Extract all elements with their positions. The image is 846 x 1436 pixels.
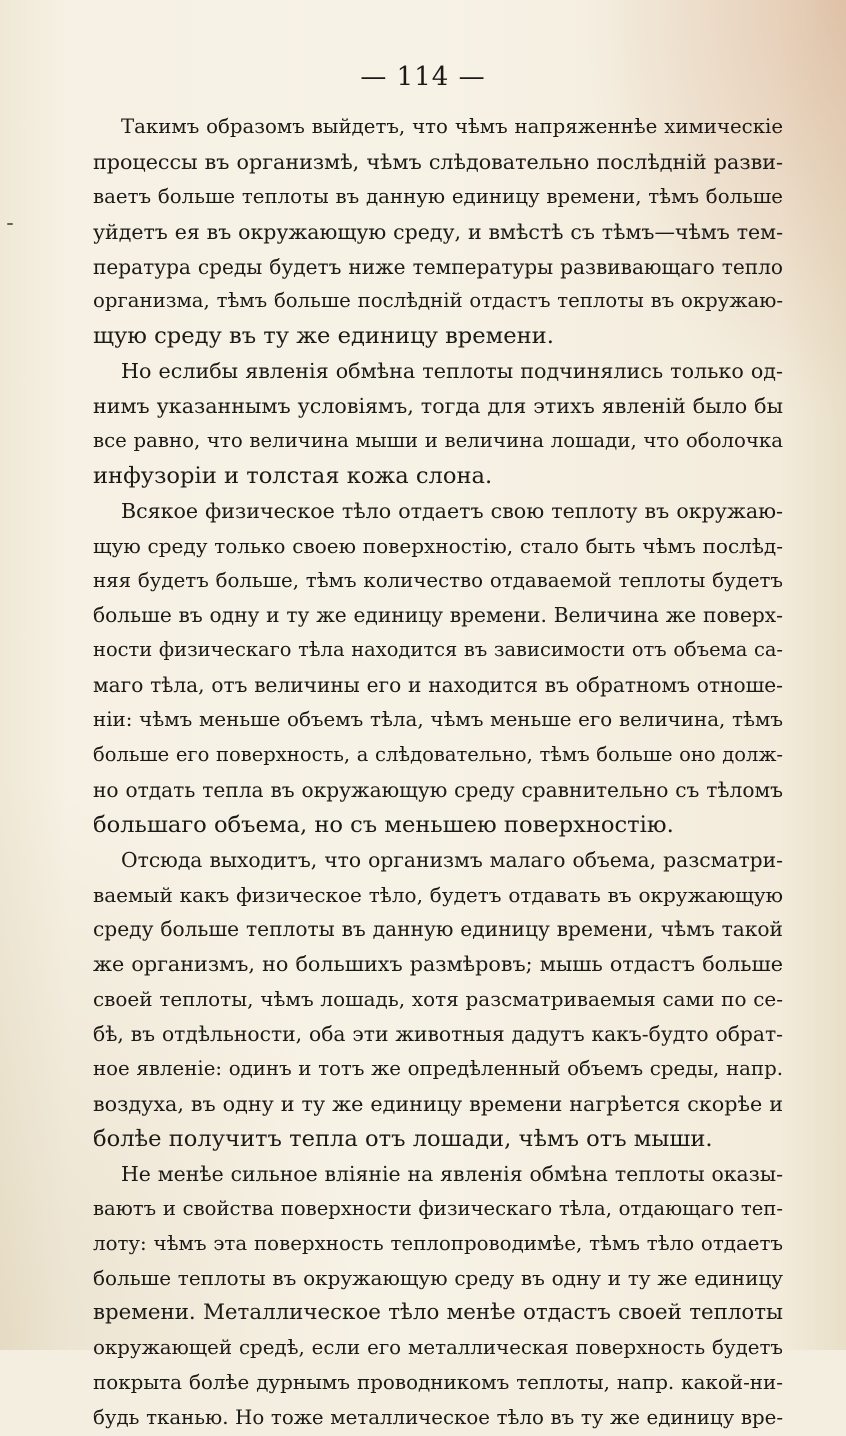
text-line: ваютъ и свойства поверхности физическаго тѣла, отдающаго теп- xyxy=(93,1196,783,1220)
text-line: больше теплоты въ окружающую среду въ одну и ту же единицу xyxy=(93,1266,783,1291)
paragraph-3 xyxy=(93,494,783,843)
text-line: но отдать тепла въ окружающую среду сравнительно съ тѣломъ xyxy=(93,777,783,802)
text-line: бѣ, въ отдѣльности, оба эти животныя дадутъ какъ-будто обрат- xyxy=(93,1022,783,1047)
text-line: все равно, что величина мыши и величина лошади, что оболочка xyxy=(93,429,783,453)
paragraph-1 xyxy=(93,110,783,354)
page-number: — 114 — xyxy=(360,62,486,92)
paragraph-2 xyxy=(93,354,783,494)
text-line: будь тканью. Но тоже металлическое тѣло въ ту же единицу вре- xyxy=(93,1405,783,1429)
text-line: покрыта болѣе дурнымъ проводникомъ теплоты, напр. какой-ни- xyxy=(93,1371,783,1395)
text-line: няя будетъ больше, тѣмъ количество отдаваемой теплоты будетъ xyxy=(93,568,783,592)
text-line: окружающей средѣ, если его металлическая поверхность будетъ xyxy=(93,1336,783,1360)
text-line: же организмъ, но большихъ размѣровъ; мышь отдастъ больше xyxy=(93,952,783,977)
text-line: больше его поверхность, а слѣдовательно, тѣмъ больше оно долж- xyxy=(93,743,783,767)
body-text xyxy=(93,110,783,1436)
text-line: уйдетъ ея въ окружающую среду, и вмѣстѣ съ тѣмъ—чѣмъ тем- xyxy=(93,219,783,244)
text-line: процессы въ организмѣ, чѣмъ слѣдовательно послѣдній разви- xyxy=(93,149,783,174)
text-line: нимъ указаннымъ условіямъ, тогда для этихъ явленій было бы xyxy=(93,394,783,419)
text-line: щую среду въ ту же единицу времени. xyxy=(93,323,554,350)
text-line: ніи: чѣмъ меньше объемъ тѣла, чѣмъ меньше его величина, тѣмъ xyxy=(93,708,783,732)
text-line: Всякое физическое тѣло отдаетъ свою теплоту въ окружаю- xyxy=(121,498,783,523)
text-line: Отсюда выходитъ, что организмъ малаго объема, разсматри- xyxy=(121,847,783,872)
text-line: ваемый какъ физическое тѣло, будетъ отдавать въ окружающую xyxy=(93,882,783,907)
text-line: организма, тѣмъ больше послѣдній отдастъ теплоты въ окружаю- xyxy=(93,289,783,313)
text-line: Но еслибы явленія обмѣна теплоты подчинялись только од- xyxy=(121,359,783,384)
text-line: инфузоріи и толстая кожа слона. xyxy=(93,462,493,489)
text-line: большаго объема, но съ меньшею поверхностію. xyxy=(93,811,674,838)
text-line: Не менѣе сильное вліяніе на явленія обмѣна теплоты оказы- xyxy=(121,1161,783,1186)
text-line: среду больше теплоты въ данную единицу времени, чѣмъ такой xyxy=(93,917,783,942)
text-line: болѣе получитъ тепла отъ лошади, чѣмъ отъ мыши. xyxy=(93,1125,713,1152)
text-line: ности физическаго тѣла находится въ зависимости отъ объема са- xyxy=(93,638,783,662)
text-line: больше въ одну и ту же единицу времени. Величина же поверх- xyxy=(93,603,783,628)
text-line: ваетъ больше теплоты въ данную единицу времени, тѣмъ больше xyxy=(93,184,783,208)
text-line: лоту: чѣмъ эта поверхность теплопроводимѣе, тѣмъ тѣло отдаетъ xyxy=(93,1231,783,1255)
text-line: воздуха, въ одну и ту же единицу времени нагрѣется скорѣе и xyxy=(93,1091,783,1116)
text-line: своей теплоты, чѣмъ лошадь, хотя разсматриваемыя сами по се- xyxy=(93,987,783,1012)
text-line: пература среды будетъ ниже температуры развивающаго тепло xyxy=(93,254,783,279)
text-line: ное явленіе: одинъ и тотъ же опредѣленный объемъ среды, напр. xyxy=(93,1057,783,1081)
paragraph-5 xyxy=(93,1157,783,1436)
text-line: щую среду только своею поверхностію, стало быть чѣмъ послѣд- xyxy=(93,533,783,558)
text-line: маго тѣла, отъ величины его и находится въ обратномъ отноше- xyxy=(93,673,783,698)
text-line: Такимъ образомъ выйдетъ, что чѣмъ напряженнѣе химическіе xyxy=(121,115,783,138)
paper-speck xyxy=(7,223,13,225)
paragraph-4 xyxy=(93,843,783,1157)
text-line: времени. Металлическое тѣло менѣе отдастъ своей теплоты xyxy=(93,1300,783,1326)
